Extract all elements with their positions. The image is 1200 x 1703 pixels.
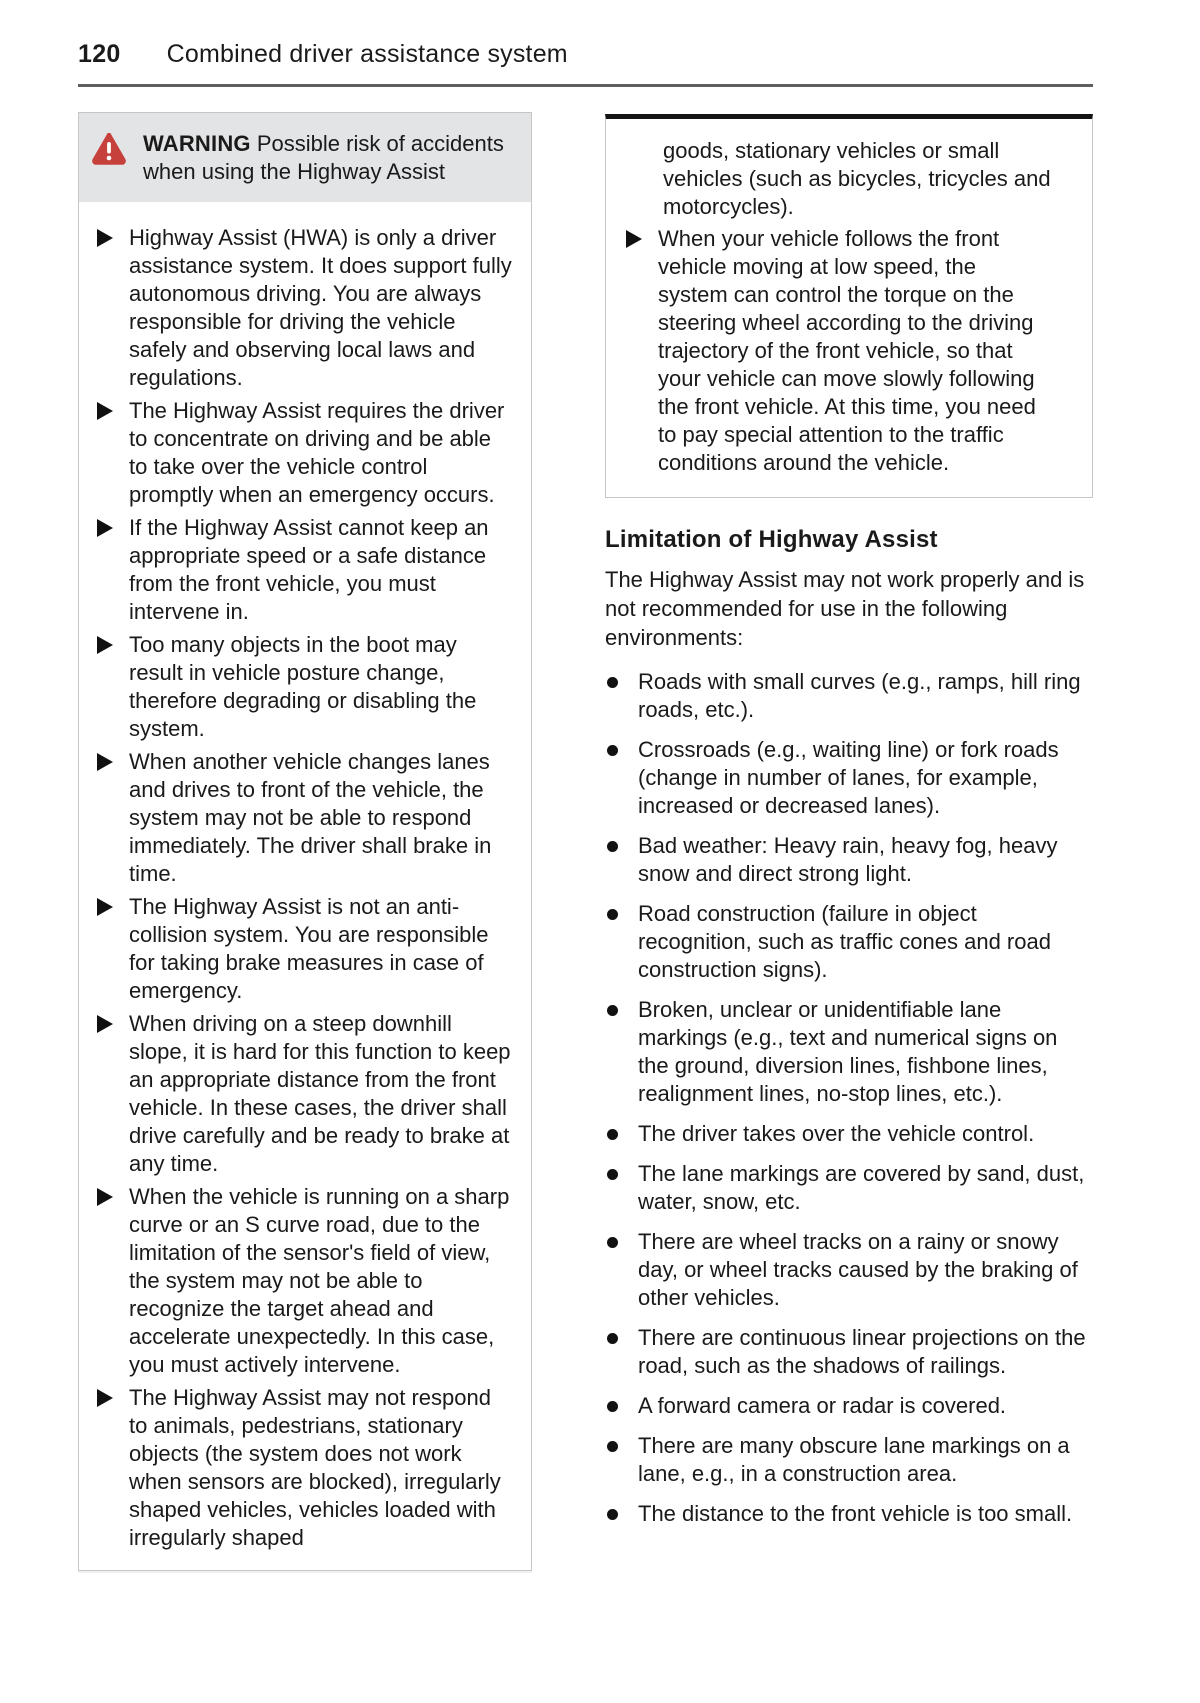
limitation-list-item xyxy=(605,832,1093,888)
continuation-item-text: When your vehicle follows the front vehicle moving at low speed, the system can control the torque on the steering wheel according to the driving trajectory of the front vehicle, so that your vehicle can move slowly following the front vehicle. At this time, you need to pay special attention to the traffic conditions around the vehicle. xyxy=(658,226,1036,475)
warning-list-item xyxy=(79,1183,517,1379)
limitation-item-text: There are continuous linear projections on the road, such as the shadows of railings. xyxy=(638,1325,1086,1378)
warning-item-text: Too many objects in the boot may result in vehicle posture change, therefore degrading or disabling the system. xyxy=(129,632,477,741)
dot-bullet-icon xyxy=(607,677,618,688)
limitation-item-text: A forward camera or radar is covered. xyxy=(638,1393,1007,1418)
warning-item-text: When another vehicle changes lanes and drives to front of the vehicle, the system may not be able to respond immediately. The driver shall brake in time. xyxy=(129,749,492,886)
limitation-heading: Limitation of Highway Assist xyxy=(605,526,938,553)
warning-box-header xyxy=(79,113,531,202)
warning-item-text: When driving on a steep downhill slope, it is hard for this function to keep an appropriate distance from the front vehicle. In these cases, the driver shall drive carefully and be ready to brake at any time. xyxy=(129,1011,511,1176)
warning-item-text: When the vehicle is running on a sharp curve or an S curve road, due to the limitation of the sensor's field of view, the system may not be able to recognize the target ahead and accelerate unexpectedly. In this case, you must actively intervene. xyxy=(129,1184,510,1377)
dot-bullet-icon xyxy=(607,841,618,852)
limitation-list-item xyxy=(605,1432,1093,1488)
limitation-list-item xyxy=(605,1228,1093,1312)
page-title: Combined driver assistance system xyxy=(166,40,568,68)
limitation-item-text: Bad weather: Heavy rain, heavy fog, heavy snow and direct strong light. xyxy=(638,833,1058,886)
warning-list-item xyxy=(79,1010,517,1178)
limitation-list-item xyxy=(605,1392,1093,1420)
dot-bullet-icon xyxy=(607,1237,618,1248)
dot-bullet-icon xyxy=(607,909,618,920)
limitation-list-item xyxy=(605,1160,1093,1216)
warning-list xyxy=(79,202,531,1570)
dot-bullet-icon xyxy=(607,1333,618,1344)
arrow-bullet-icon xyxy=(97,753,113,771)
warning-list-item xyxy=(79,1384,517,1552)
limitation-item-text: Broken, unclear or unidentifiable lane markings (e.g., text and numerical signs on the ground, diversion lines, fishbone lines, realignment lines, no-stop lines, etc.). xyxy=(638,997,1058,1106)
page-header xyxy=(78,40,568,68)
warning-list-item xyxy=(79,748,517,888)
warning-list-item xyxy=(79,224,517,392)
limitation-item-text: There are many obscure lane markings on a lane, e.g., in a construction area. xyxy=(638,1433,1070,1486)
warning-list-item xyxy=(79,631,517,743)
page-number: 120 xyxy=(78,40,121,68)
dot-bullet-icon xyxy=(607,1441,618,1452)
continuation-list-item xyxy=(606,225,1078,477)
warning-box xyxy=(78,112,532,1571)
limitation-list-item xyxy=(605,736,1093,820)
limitation-item-text: Crossroads (e.g., waiting line) or fork roads (change in number of lanes, for example, increased or decreased lanes). xyxy=(638,737,1059,818)
limitation-list-item xyxy=(605,1500,1093,1528)
warning-header-text xyxy=(143,130,515,186)
limitation-list-item xyxy=(605,668,1093,724)
warning-label: WARNING xyxy=(143,131,251,156)
arrow-bullet-icon xyxy=(97,1015,113,1033)
warning-item-text: If the Highway Assist cannot keep an appropriate speed or a safe distance from the front vehicle, you must intervene in. xyxy=(129,515,489,624)
arrow-bullet-icon xyxy=(626,230,642,248)
warning-item-text: The Highway Assist is not an anti-collision system. You are responsible for taking brake measures in case of emergency. xyxy=(129,894,489,1003)
arrow-bullet-icon xyxy=(97,519,113,537)
warning-list-item xyxy=(79,893,517,1005)
limitation-list-item xyxy=(605,1324,1093,1380)
header-rule xyxy=(78,84,1093,87)
limitation-item-text: There are wheel tracks on a rainy or snowy day, or wheel tracks caused by the braking of other vehicles. xyxy=(638,1229,1078,1310)
dot-bullet-icon xyxy=(607,745,618,756)
continuation-list xyxy=(606,225,1078,477)
limitation-list-item xyxy=(605,900,1093,984)
warning-item-text: Highway Assist (HWA) is only a driver assistance system. It does support fully autonomous driving. You are always responsible for driving the vehicle safely and observing local laws and regulations. xyxy=(129,225,512,390)
warning-list-item xyxy=(79,397,517,509)
limitation-item-text: The driver takes over the vehicle control. xyxy=(638,1121,1035,1146)
limitation-item-text: The distance to the front vehicle is too small. xyxy=(638,1501,1073,1526)
warning-title: Possible risk of accidents when using the Highway Assist xyxy=(143,131,504,184)
limitation-list-item xyxy=(605,1120,1093,1148)
limitation-item-text: Road construction (failure in object recognition, such as traffic cones and road construction signs). xyxy=(638,901,1051,982)
limitation-item-text: The lane markings are covered by sand, dust, water, snow, etc. xyxy=(638,1161,1085,1214)
right-column xyxy=(605,114,1093,1540)
limitation-list xyxy=(605,664,1093,1528)
limitation-intro: The Highway Assist may not work properly and is not recommended for use in the following environments: xyxy=(605,567,1085,650)
warning-item-text: The Highway Assist requires the driver to concentrate on driving and be able to take over the vehicle control promptly when an emergency occurs. xyxy=(129,398,505,507)
warning-item-text: The Highway Assist may not respond to animals, pedestrians, stationary objects (the system does not work when sensors are blocked), irregularly shaped vehicles, vehicles loaded with irregularly shaped xyxy=(129,1385,501,1550)
arrow-bullet-icon xyxy=(97,1188,113,1206)
warning-list-item xyxy=(79,514,517,626)
arrow-bullet-icon xyxy=(97,229,113,247)
dot-bullet-icon xyxy=(607,1401,618,1412)
limitation-list-item xyxy=(605,996,1093,1108)
warning-triangle-icon xyxy=(92,133,126,172)
arrow-bullet-icon xyxy=(97,1389,113,1407)
continuation-text: goods, stationary vehicles or small vehicles (such as bicycles, tricycles and motorcycles). xyxy=(663,138,1051,219)
limitation-item-text: Roads with small curves (e.g., ramps, hill ring roads, etc.). xyxy=(638,669,1081,722)
dot-bullet-icon xyxy=(607,1005,618,1016)
arrow-bullet-icon xyxy=(97,402,113,420)
arrow-bullet-icon xyxy=(97,898,113,916)
dot-bullet-icon xyxy=(607,1129,618,1140)
arrow-bullet-icon xyxy=(97,636,113,654)
warning-continuation-box xyxy=(605,114,1093,498)
dot-bullet-icon xyxy=(607,1509,618,1520)
dot-bullet-icon xyxy=(607,1169,618,1180)
